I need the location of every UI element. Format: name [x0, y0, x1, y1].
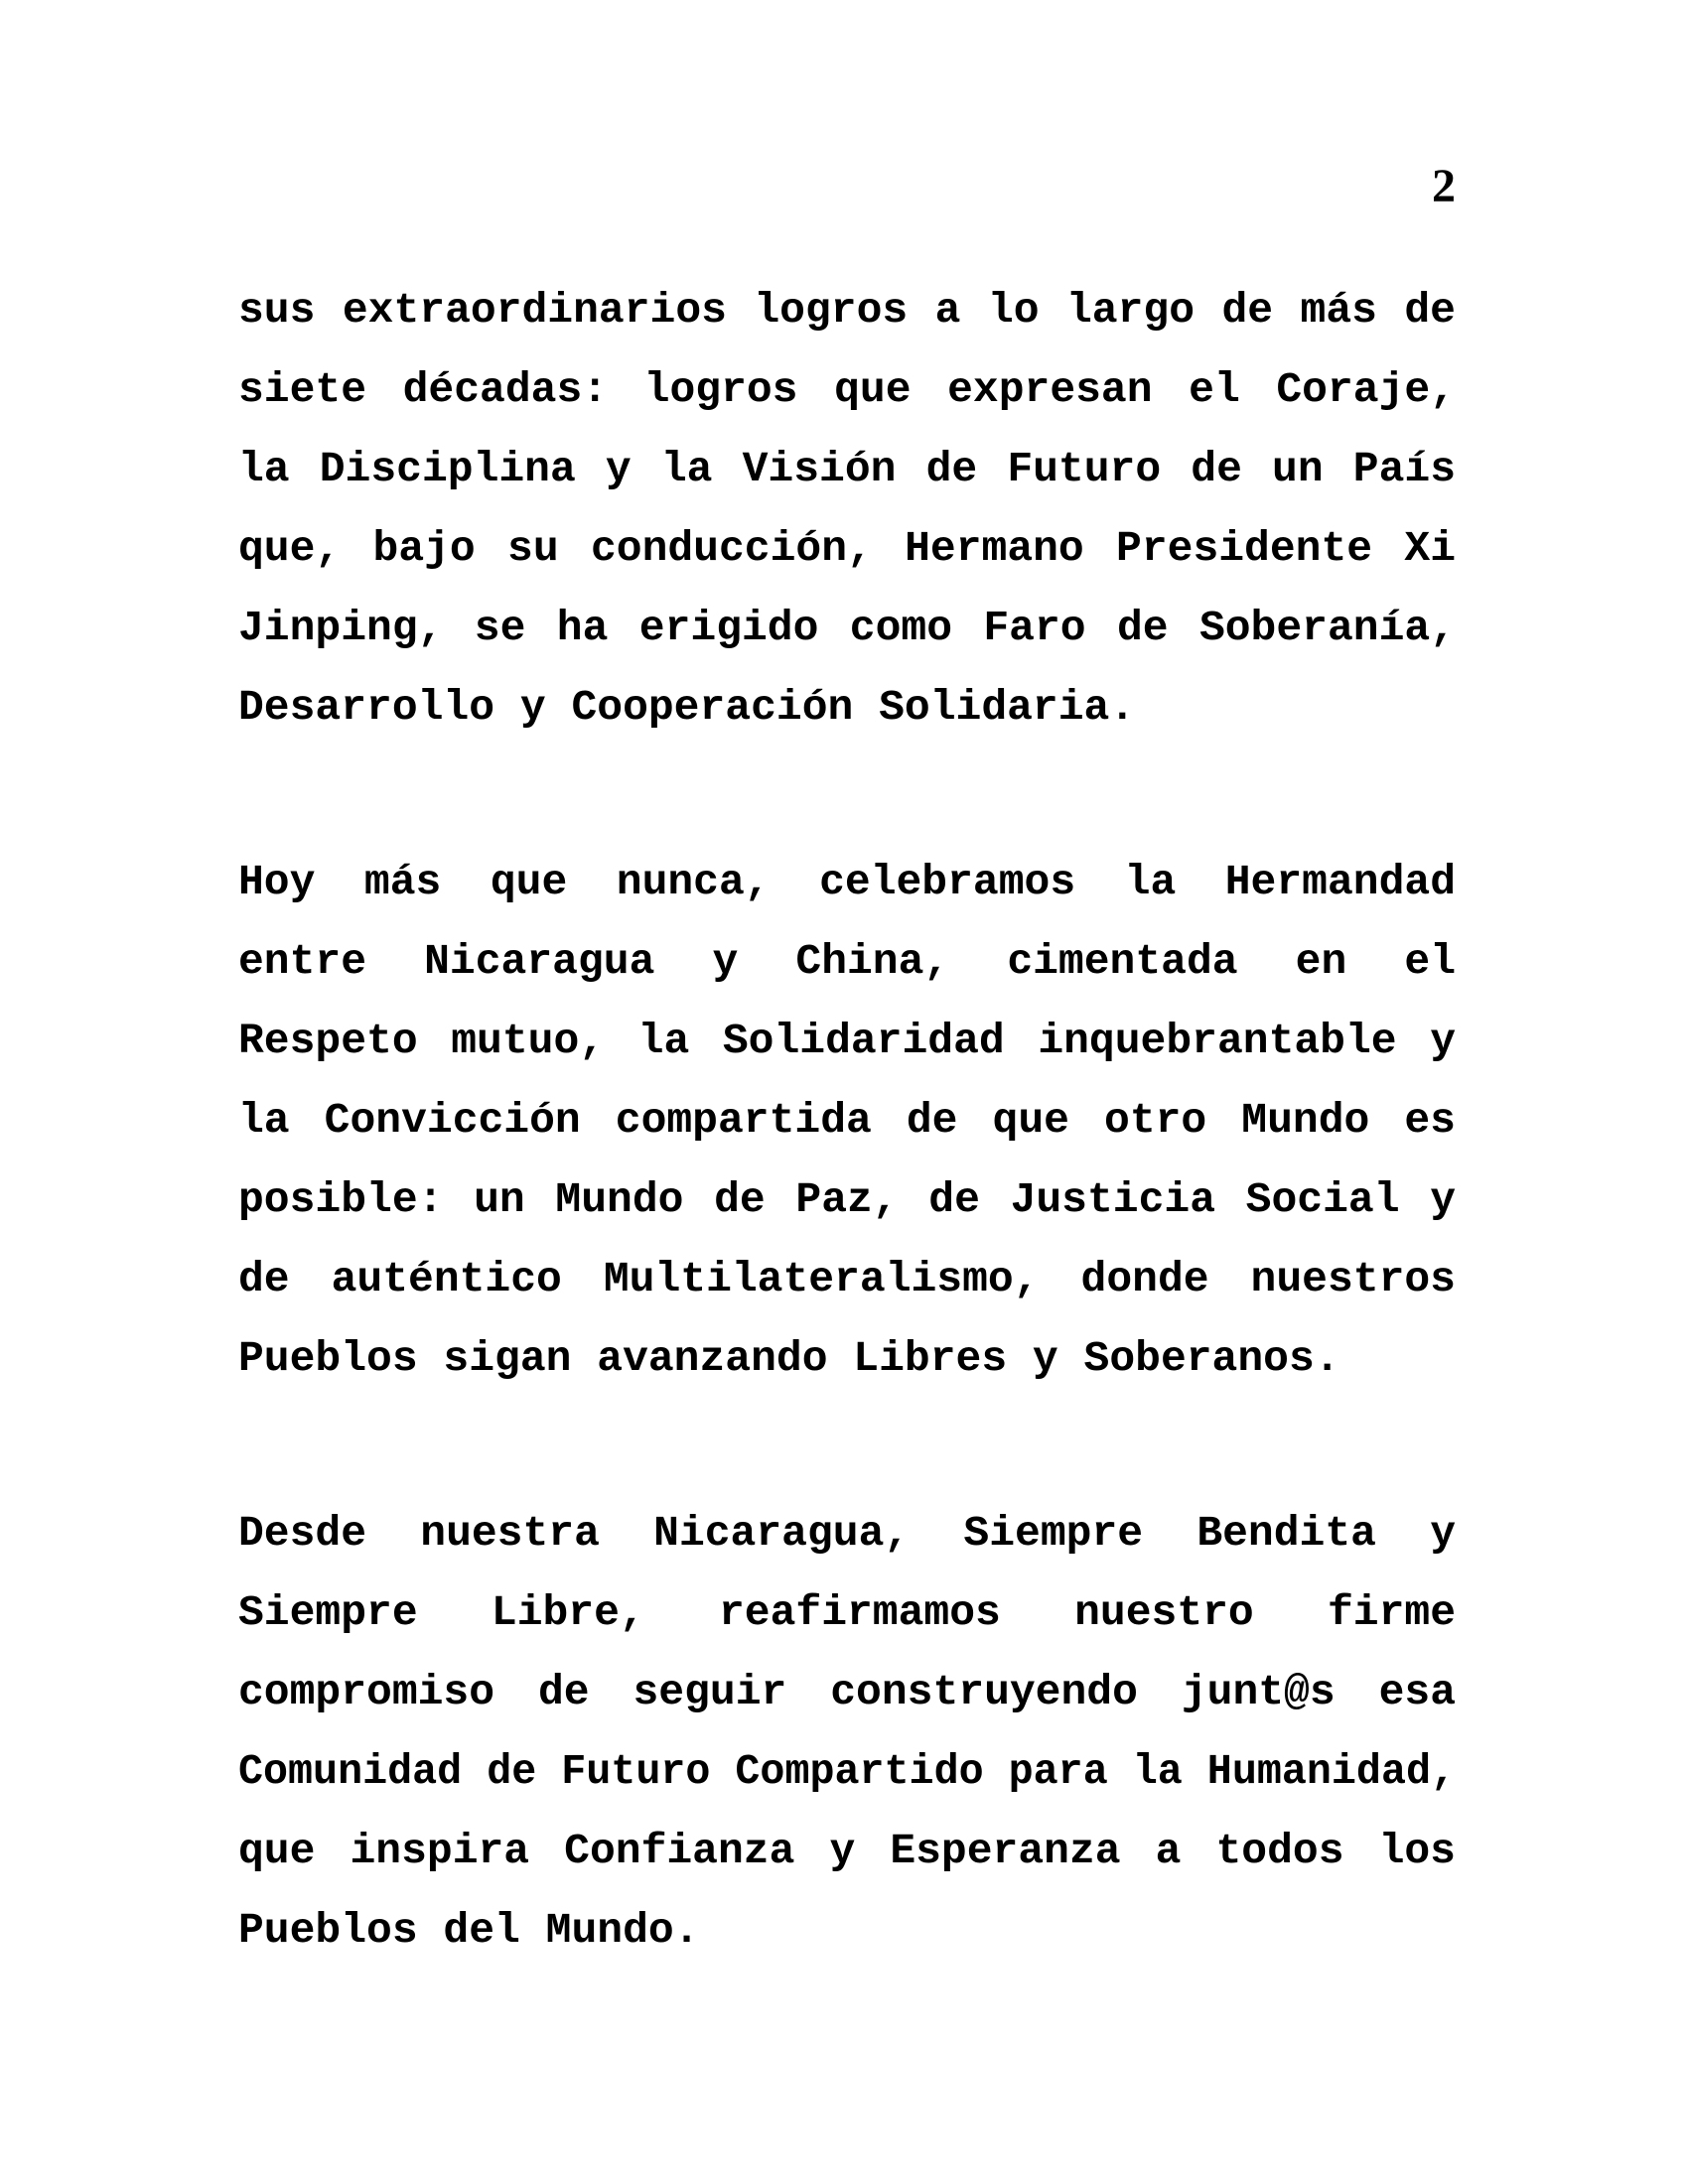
text-line-content: posible: un Mundo de Paz, de Justicia Social y [238, 1175, 1456, 1224]
text-line [238, 1002, 1456, 1081]
text-line-content: Pueblos sigan avanzando Libres y Soberanos. [238, 1334, 1340, 1383]
text-line-content: Hoy más que nunca, celebramos la Hermandad [238, 858, 1456, 906]
text-line-content: siete décadas: logros que expresan el Coraje, [238, 365, 1456, 414]
text-line [238, 430, 1456, 509]
page-number: 2 [1432, 160, 1456, 212]
text-line-content: Siempre Libre, reafirmamos nuestro firme [238, 1588, 1456, 1637]
paragraph [238, 843, 1456, 1399]
document-body [238, 271, 1456, 2066]
paragraph [238, 1494, 1456, 1971]
text-line [238, 589, 1456, 668]
text-line-content: Pueblos del Mundo. [238, 1906, 700, 1955]
text-line-content: la Convicción compartida de que otro Mundo es [238, 1096, 1456, 1145]
text-line [238, 509, 1456, 589]
text-line-content: compromiso de seguir construyendo junt@s esa [238, 1668, 1456, 1716]
text-line [238, 1160, 1456, 1240]
text-line [238, 1812, 1456, 1891]
text-line-content: Jinping, se ha erigido como Faro de Soberanía, [238, 604, 1456, 652]
text-line [238, 1494, 1456, 1573]
text-line-content: Desde nuestra Nicaragua, Siempre Bendita y [238, 1509, 1456, 1558]
text-line [238, 350, 1456, 430]
text-line-content: de auténtico Multilateralismo, donde nuestros [238, 1255, 1456, 1303]
text-line [238, 1240, 1456, 1319]
text-line-content: que inspira Confianza y Esperanza a todos los [238, 1827, 1456, 1875]
text-line [238, 1891, 1456, 1971]
text-line [238, 1653, 1456, 1732]
text-line-content: Desarrollo y Cooperación Solidaria. [238, 683, 1136, 732]
text-line-content: que, bajo su conducción, Hermano Presidente Xi [238, 524, 1456, 573]
text-line [238, 843, 1456, 922]
text-line [238, 1732, 1456, 1812]
paragraph [238, 271, 1456, 748]
text-line [238, 1319, 1456, 1399]
text-line [238, 922, 1456, 1002]
text-line [238, 668, 1456, 748]
text-line-content: Comunidad de Futuro Compartido para la Humanidad, [238, 1747, 1456, 1796]
text-line [238, 271, 1456, 350]
text-line-content: entre Nicaragua y China, cimentada en el [238, 937, 1456, 986]
text-line-content: Respeto mutuo, la Solidaridad inquebrantable y [238, 1017, 1456, 1065]
text-line-content: sus extraordinarios logros a lo largo de más de [238, 286, 1456, 335]
text-line [238, 1081, 1456, 1160]
text-line [238, 1573, 1456, 1653]
text-line-content: la Disciplina y la Visión de Futuro de un País [238, 445, 1456, 493]
